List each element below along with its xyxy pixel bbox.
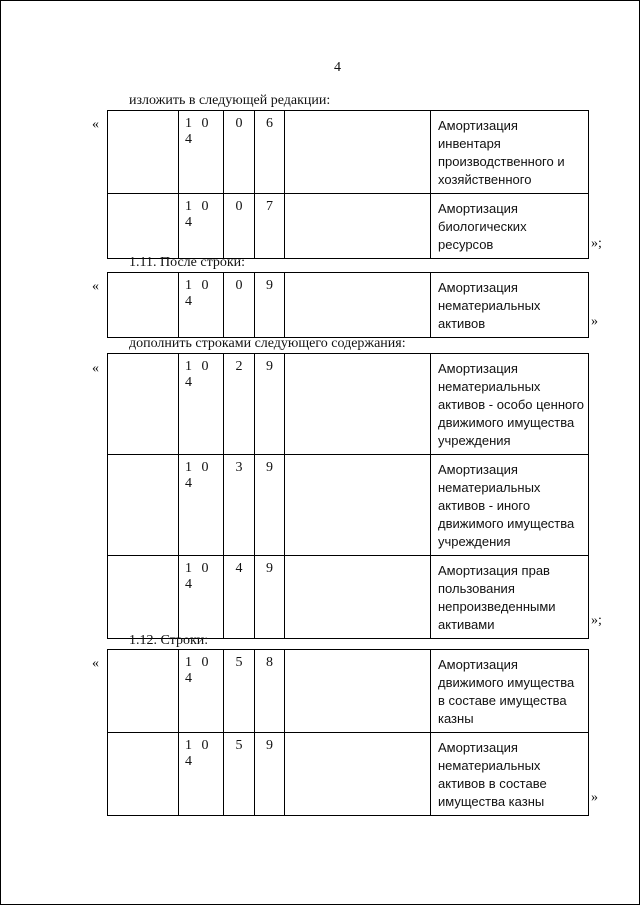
- empty-cell: [108, 273, 179, 338]
- close-quote: »: [591, 314, 598, 329]
- account-name-cell: Амортизация нематериальных активов в составе имущества казны: [431, 733, 589, 816]
- empty-cell: [285, 194, 431, 259]
- digit-cell: 3: [224, 455, 255, 556]
- block-intro-text: 1.12. Строки:: [129, 633, 209, 648]
- code-cell: 1 0 4: [179, 354, 224, 455]
- close-quote: »;: [591, 236, 602, 251]
- page-number: 4: [334, 60, 341, 75]
- code-cell: 1 0 4: [179, 111, 224, 194]
- table-row: [108, 354, 589, 455]
- empty-cell: [285, 733, 431, 816]
- digit-cell: 9: [255, 733, 285, 816]
- digit-cell: 6: [255, 111, 285, 194]
- digit-cell: 9: [255, 354, 285, 455]
- close-quote: »;: [591, 613, 602, 628]
- code-cell: 1 0 4: [179, 733, 224, 816]
- table-row: [108, 111, 589, 194]
- open-quote: «: [92, 361, 99, 376]
- empty-cell: [285, 556, 431, 639]
- table-row: [108, 556, 589, 639]
- account-name-cell: Амортизация движимого имущества в составе имущества казны: [431, 650, 589, 733]
- table-row: [108, 650, 589, 733]
- empty-cell: [285, 455, 431, 556]
- code-cell: 1 0 4: [179, 194, 224, 259]
- digit-cell: 9: [255, 273, 285, 338]
- empty-cell: [285, 111, 431, 194]
- account-table: [107, 353, 589, 639]
- digit-cell: 9: [255, 556, 285, 639]
- digit-cell: 0: [224, 111, 255, 194]
- empty-cell: [108, 111, 179, 194]
- account-table: [107, 110, 589, 259]
- account-name-cell: Амортизация прав пользования непроизведенными активами: [431, 556, 589, 639]
- block-intro-text: 1.11. После строки:: [129, 255, 246, 270]
- code-cell: 1 0 4: [179, 273, 224, 338]
- table-row: [108, 194, 589, 259]
- block-intro-text: дополнить строками следующего содержания:: [129, 336, 406, 351]
- empty-cell: [285, 273, 431, 338]
- empty-cell: [108, 455, 179, 556]
- open-quote: «: [92, 656, 99, 671]
- digit-cell: 5: [224, 650, 255, 733]
- digit-cell: 4: [224, 556, 255, 639]
- account-name-cell: Амортизация нематериальных активов - иного движимого имущества учреждения: [431, 455, 589, 556]
- digit-cell: 9: [255, 455, 285, 556]
- code-cell: 1 0 4: [179, 455, 224, 556]
- empty-cell: [108, 650, 179, 733]
- empty-cell: [108, 194, 179, 259]
- digit-cell: 5: [224, 733, 255, 816]
- table-row: [108, 733, 589, 816]
- digit-cell: 0: [224, 273, 255, 338]
- account-table: [107, 272, 589, 338]
- account-name-cell: Амортизация инвентаря производственного и хозяйственного: [431, 111, 589, 194]
- block-intro-text: изложить в следующей редакции:: [129, 93, 331, 108]
- digit-cell: 7: [255, 194, 285, 259]
- open-quote: «: [92, 279, 99, 294]
- table-row: [108, 273, 589, 338]
- empty-cell: [285, 354, 431, 455]
- table-row: [108, 455, 589, 556]
- digit-cell: 8: [255, 650, 285, 733]
- empty-cell: [285, 650, 431, 733]
- digit-cell: 0: [224, 194, 255, 259]
- empty-cell: [108, 354, 179, 455]
- account-name-cell: Амортизация нематериальных активов: [431, 273, 589, 338]
- digit-cell: 2: [224, 354, 255, 455]
- open-quote: «: [92, 117, 99, 132]
- account-table: [107, 649, 589, 816]
- account-name-cell: Амортизация нематериальных активов - особо ценного движимого имущества учреждения: [431, 354, 589, 455]
- account-name-cell: Амортизация биологических ресурсов: [431, 194, 589, 259]
- code-cell: 1 0 4: [179, 556, 224, 639]
- empty-cell: [108, 733, 179, 816]
- empty-cell: [108, 556, 179, 639]
- close-quote: »: [591, 790, 598, 805]
- code-cell: 1 0 4: [179, 650, 224, 733]
